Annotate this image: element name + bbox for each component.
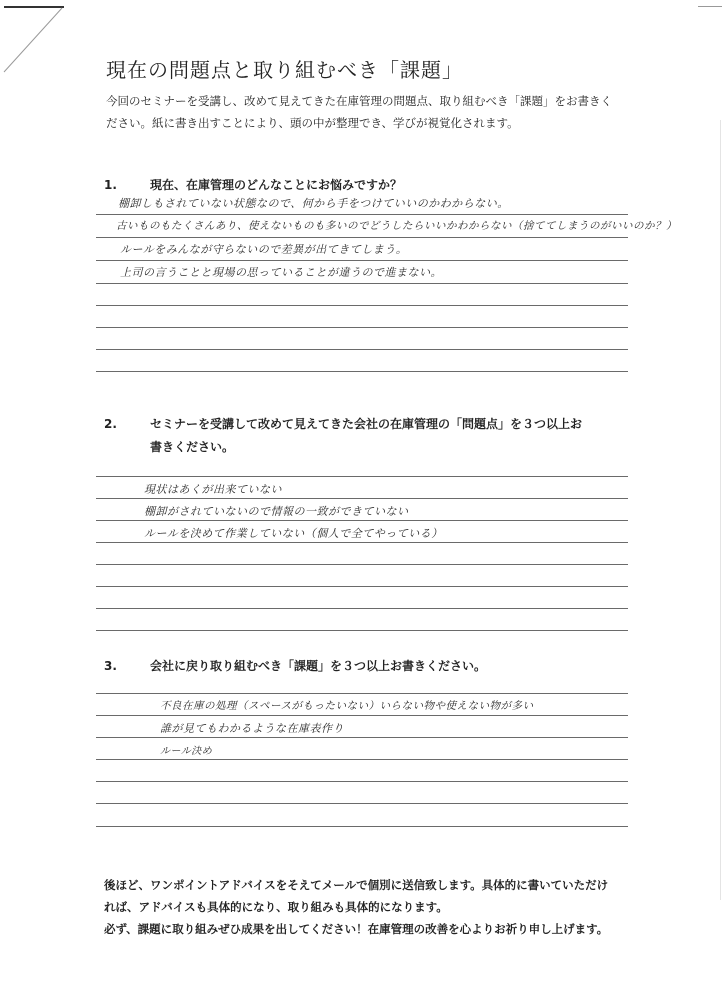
answer-line — [96, 564, 628, 565]
question-text: 会社に戻り取り組むべき「課題」を３つ以上お書きください。 — [150, 659, 487, 673]
intro-line: 今回のセミナーを受講し、改めて見えてきた在庫管理の問題点、取り組むべき「課題」をお書きく — [106, 94, 612, 108]
answer-line — [96, 630, 628, 631]
answer-line — [96, 214, 628, 215]
answer-1-3: ルールをみんなが守らないので差異が出てきてしまう。 — [120, 243, 408, 256]
answer-line — [96, 520, 628, 521]
question-2 — [104, 413, 582, 435]
answer-line — [96, 327, 628, 328]
closing-line: 必ず、課題に取り組みぜひ成果を出してください！在庫管理の改善を心よりお祈り申し上げます。 — [104, 922, 609, 936]
page-title: 現在の問題点と取り組むべき「課題」 — [106, 58, 463, 82]
scan-edge — [720, 120, 721, 900]
answer-1-2: 古いものもたくさんあり、使えないものも多いのでどうしたらいいかわからない（捨ててしまうのがいいのか？） — [116, 220, 677, 232]
answer-line — [96, 305, 628, 306]
answer-3-1: 不良在庫の処理（スペースがもったいない）いらない物や使えない物が多い — [160, 700, 534, 712]
answer-2-2: 棚卸がされていないので情報の一致ができていない — [144, 505, 409, 518]
intro-text — [106, 90, 636, 134]
answer-2-3: ルールを決めて作業していない（個人で全てやっている） — [144, 527, 443, 540]
answer-line — [96, 803, 628, 804]
question-1 — [104, 174, 402, 196]
closing-line: 後ほど、ワンポイントアドバイスをそえてメールで個別に送信致します。具体的に書いていただけ — [104, 878, 609, 892]
answer-1-4: 上司の言うことと現場の思っていることが違うので進まない。 — [120, 266, 442, 279]
answer-line — [96, 476, 628, 477]
question-2-continued: 書きください。 — [150, 440, 235, 454]
question-number: 1. — [104, 178, 117, 192]
answer-line — [96, 715, 628, 716]
answer-line — [96, 283, 628, 284]
answer-line — [96, 781, 628, 782]
answer-line — [96, 349, 628, 350]
closing-line: れば、アドバイスも具体的になり、取り組みも具体的になります。 — [104, 900, 448, 914]
answer-line — [96, 608, 628, 609]
question-number: 2. — [104, 417, 117, 431]
scan-fold-line — [0, 0, 70, 80]
closing-message — [104, 874, 634, 940]
answer-1-1: 棚卸しもされていない状態なので、何から手をつけていいのかわからない。 — [118, 197, 509, 210]
answer-line — [96, 693, 628, 694]
question-text: セミナーを受講して改めて見えてきた会社の在庫管理の「問題点」を３つ以上お — [150, 417, 583, 431]
answer-line — [96, 371, 628, 372]
answer-line — [96, 542, 628, 543]
answer-line — [96, 586, 628, 587]
answer-3-3: ルール決め — [160, 746, 213, 757]
intro-line: ださい。紙に書き出すことにより、頭の中が整理でき、学びが視覚化されます。 — [106, 116, 519, 130]
question-3 — [104, 655, 486, 677]
answer-2-1: 現状はあくが出来ていない — [144, 483, 282, 496]
answer-line — [96, 498, 628, 499]
answer-line — [96, 737, 628, 738]
question-number: 3. — [104, 659, 117, 673]
answer-line — [96, 237, 628, 238]
question-text: 現在、在庫管理のどんなことにお悩みですか？ — [150, 178, 403, 192]
scan-mark-right — [698, 6, 722, 7]
answer-line — [96, 260, 628, 261]
answer-line — [96, 826, 628, 827]
answer-3-2: 誰が見てもわかるような在庫表作り — [160, 722, 344, 735]
answer-line — [96, 759, 628, 760]
